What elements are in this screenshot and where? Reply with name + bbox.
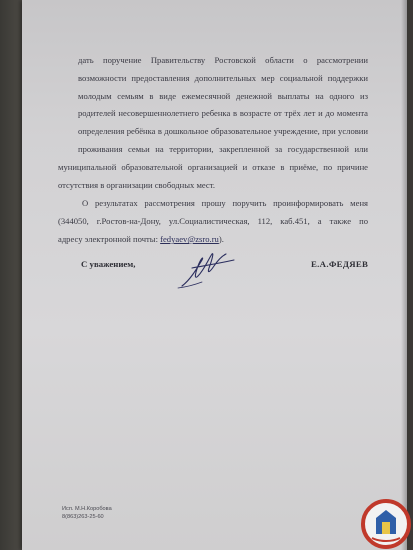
paragraph-1-line-7: муниципальной образовательной организацией и отказе в приёме, по причине — [58, 162, 368, 172]
paragraph-1-line: возможности предоставления дополнительных мер социальной поддержки — [78, 72, 368, 83]
news-logo-watermark — [360, 498, 412, 550]
paragraph-2-line-2: (344050, г.Ростов-на-Дону, ул.Социалистическая, 112, каб.451, а также по — [58, 216, 368, 226]
handwritten-signature — [172, 246, 244, 294]
closing-salutation: С уважением, — [81, 259, 136, 269]
executor-phone: 8(863)263-25-60 — [62, 514, 104, 520]
paragraph-2-line-1: О результатах рассмотрения прошу поручить проинформировать меня — [82, 198, 368, 208]
paragraph-1-last-line: отсутствия в организации свободных мест. — [58, 180, 215, 190]
paragraph-1-line: родителей несовершеннолетнего ребенка в возрасте от трёх лет и до момента — [78, 108, 368, 119]
executor-name: Исп. М.Н.Коробова — [62, 506, 112, 512]
email-suffix: ). — [218, 234, 224, 244]
signer-name: Е.А.ФЕДЯЕВ — [311, 259, 369, 269]
paragraph-1-line: определения ребёнка в дошкольное образовательное учреждение, при условии — [78, 126, 368, 137]
paragraph-1-line: молодым семьям в виде ежемесячной денежной выплаты на одного из — [78, 90, 368, 101]
paragraph-1 — [58, 52, 368, 159]
paragraph-1-line: проживания семьи на территории, закрепленной за государственной или — [78, 143, 368, 154]
email-link[interactable]: fedyaev@zsro.ru — [160, 234, 219, 244]
paragraph-1-line: дать поручение Правительству Ростовской области о рассмотрении — [78, 55, 368, 65]
page-shadow-edge — [401, 0, 407, 550]
email-prefix: адресу электронной почты: — [58, 234, 161, 244]
